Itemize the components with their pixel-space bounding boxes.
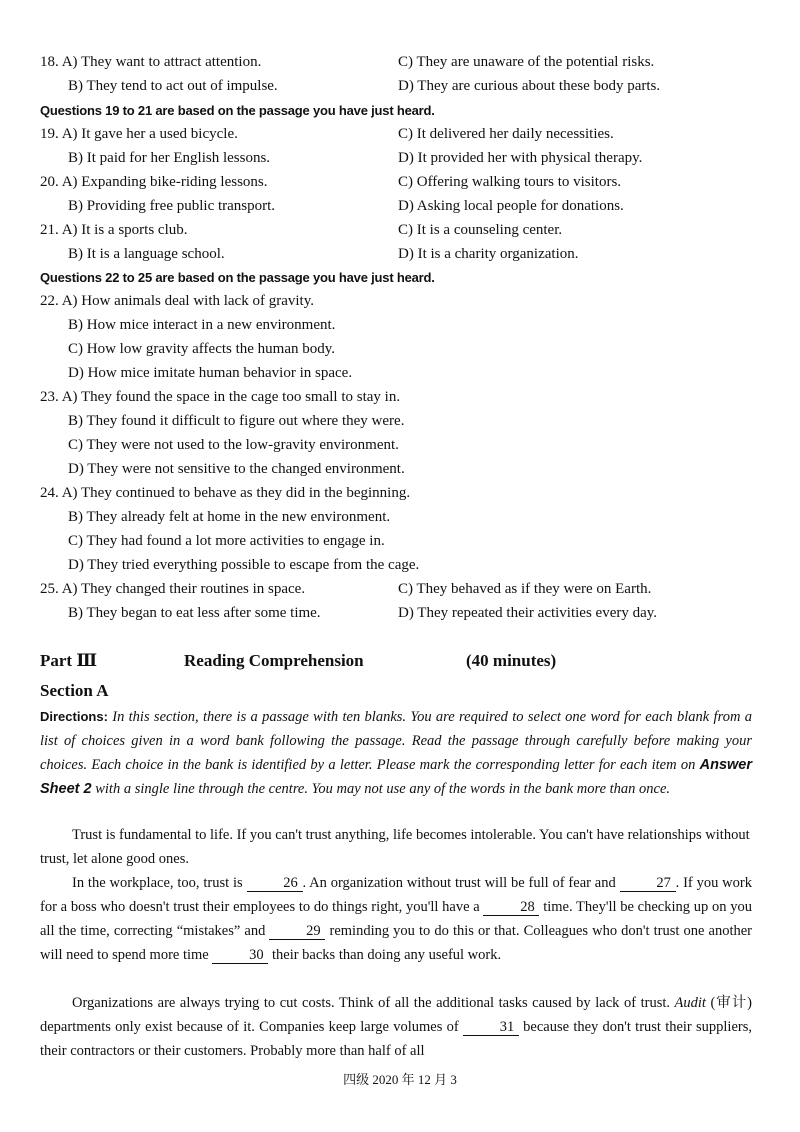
q20-option-d: D) Asking local people for donations. — [398, 198, 624, 214]
blank-28: 28 — [483, 899, 539, 916]
q25-option-d: D) They repeated their activities every day. — [398, 605, 658, 621]
blank-29: 29 — [269, 923, 325, 940]
q20-option-a: 20. A) Expanding bike-riding lessons. — [40, 174, 268, 190]
q20-option-b: B) Providing free public transport. — [68, 198, 276, 214]
q19-option-a: 19. A) It gave her a used bicycle. — [40, 126, 238, 142]
q21-option-b: B) It is a language school. — [68, 246, 225, 262]
note-22-25: Questions 22 to 25 are based on the passage you have just heard. — [40, 270, 435, 285]
q24-option-c: C) They had found a lot more activities to engage in. — [68, 533, 385, 549]
q22-option-a: 22. A) How animals deal with lack of gravity. — [40, 293, 314, 309]
blank-27: 27 — [620, 875, 676, 892]
q18-option-d: D) They are curious about these body parts. — [398, 78, 661, 94]
directions: Directions: In this section, there is a passage with ten blanks. You are required to select one word for each blank from a list of choices given in a word bank following the passage. Read the passage through carefully before making your choices. Each choice in the bank is identified by a letter. Please mark the corresponding letter for each item on Answer Sheet 2 with a single line through the centre. You may not use any of the words in the bank more than once. — [40, 709, 752, 797]
q24-option-a: 24. A) They continued to behave as they did in the beginning. — [40, 485, 411, 501]
q23-option-a: 23. A) They found the space in the cage too small to stay in. — [40, 389, 401, 405]
part-time: (40 minutes) — [466, 651, 557, 670]
q21-option-c: C) It is a counseling center. — [398, 222, 563, 238]
q23-option-c: C) They were not used to the low-gravity environment. — [68, 437, 399, 453]
q19-option-d: D) It provided her with physical therapy. — [398, 150, 643, 166]
audit-term: Audit — [674, 995, 706, 1011]
q25-option-c: C) They behaved as if they were on Earth. — [398, 581, 652, 597]
q25-option-a: 25. A) They changed their routines in space. — [40, 581, 306, 597]
passage-paragraph-1: Trust is fundamental to life. If you can't trust anything, life becomes intolerable. You can't have relationships without trust, let alone good ones. — [40, 827, 750, 867]
q19-option-c: C) It delivered her daily necessities. — [398, 126, 614, 142]
q22-option-c: C) How low gravity affects the human body. — [68, 341, 336, 357]
q19-option-b: B) It paid for her English lessons. — [68, 150, 271, 166]
q18-option-b: B) They tend to act out of impulse. — [68, 78, 278, 94]
q21-option-a: 21. A) It is a sports club. — [40, 222, 188, 238]
part-label: Part Ⅲ — [40, 651, 98, 670]
passage-paragraph-3: Organizations are always trying to cut costs. Think of all the additional tasks caused by lack of trust. Audit (审计) departments only exist because of it. Companies keep large volumes of 31 because they don't trust their suppliers, their contractors or their customers. Probably more than half of all — [40, 995, 752, 1059]
blank-26: 26 — [247, 875, 303, 892]
q18-option-c: C) They are unaware of the potential risks. — [398, 54, 655, 70]
directions-label: Directions: — [40, 709, 108, 724]
q25-option-b: B) They began to eat less after some time. — [68, 605, 321, 621]
q24-option-d: D) They tried everything possible to escape from the cage. — [68, 557, 420, 573]
q22-option-b: B) How mice interact in a new environment. — [68, 317, 336, 333]
blank-30: 30 — [212, 947, 268, 964]
part-title: Reading Comprehension — [184, 651, 364, 670]
q18-option-a: 18. A) They want to attract attention. — [40, 54, 262, 70]
blank-31: 31 — [463, 1019, 519, 1036]
passage-paragraph-2: In the workplace, too, trust is 26 . An organization without trust will be full of fear and 27 . If you work for a boss who doesn't trust their employees to do things right, you'll have a 28 time. They'll be checking up on you all the time, correcting “mistakes” and 29 reminding you to do this or that. Colleagues who don't trust one another will need to spend more time 30 their backs than doing any useful work. — [40, 875, 752, 963]
q22-option-d: D) How mice imitate human behavior in space. — [68, 365, 353, 381]
q21-option-d: D) It is a charity organization. — [398, 246, 579, 262]
section-a-heading: Section A — [40, 681, 109, 700]
q24-option-b: B) They already felt at home in the new environment. — [68, 509, 391, 525]
answer-sheet-2: Answer Sheet 2 — [40, 757, 752, 797]
note-19-21: Questions 19 to 21 are based on the passage you have just heard. — [40, 103, 435, 118]
page-footer: 四级 2020 年 12 月 3 — [343, 1072, 457, 1087]
q23-option-d: D) They were not sensitive to the changed environment. — [68, 461, 405, 477]
q23-option-b: B) They found it difficult to figure out where they were. — [68, 413, 405, 429]
q20-option-c: C) Offering walking tours to visitors. — [398, 174, 622, 190]
